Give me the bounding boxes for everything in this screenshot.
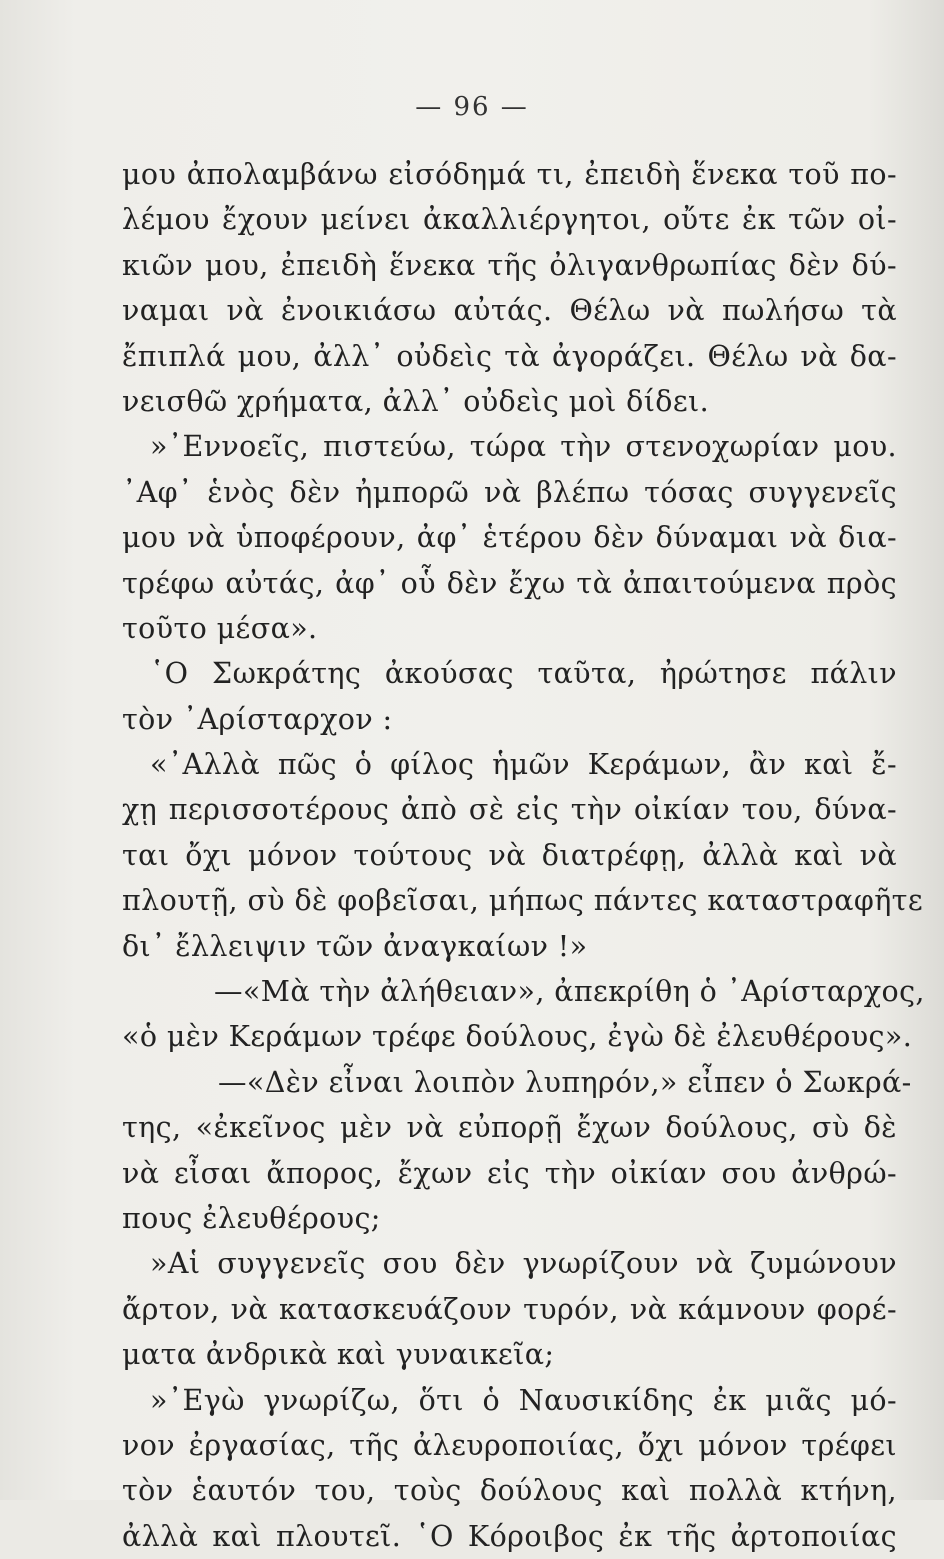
text-line-7: »᾽Εννοεῖς, πιστεύω, τώρα τὴν στενοχωρίαν μου. bbox=[150, 430, 897, 464]
text-line-19: —«Μὰ τὴν ἀλήθειαν», ἀπεκρίθη ὁ ᾽Αρίσταρχος, bbox=[214, 975, 925, 1009]
text-line-30: τὸν ἑαυτόν του, τοὺς δούλους καὶ πολλὰ κτήνη, bbox=[122, 1474, 897, 1508]
text-line-13: τὸν ᾽Αρίσταρχον : bbox=[122, 702, 393, 736]
text-line-17: πλουτῇ, σὺ δὲ φοβεῖσαι, μήπως πάντες καταστραφῆτε bbox=[122, 884, 924, 918]
text-line-31: ἀλλὰ καὶ πλουτεῖ. ῾Ο Κόροιβος ἐκ τῆς ἀρτοποιίας bbox=[122, 1519, 897, 1553]
text-line-23: νὰ εἶσαι ἄπορος, ἔχων εἰς τὴν οἰκίαν σου ἀνθρώ- bbox=[122, 1156, 897, 1190]
text-line-29: νον ἐργασίας, τῆς ἀλευροποιίας, ὄχι μόνον τρέφει bbox=[122, 1428, 897, 1462]
text-line-16: ται ὄχι μόνον τούτους νὰ διατρέφῃ, ἀλλὰ καὶ νὰ bbox=[122, 838, 897, 872]
text-line-20: «ὁ μὲν Κεράμων τρέφε δούλους, ἐγὼ δὲ ἐλευθέρους». bbox=[122, 1020, 913, 1054]
text-line-1: μου ἀπολαμβάνω εἰσόδημά τι, ἐπειδὴ ἕνεκα τοῦ πο- bbox=[122, 158, 897, 191]
text-line-6: νεισθῶ χρήματα, ἀλλ᾽ οὐδεὶς μοὶ δίδει. bbox=[122, 384, 710, 418]
text-line-14: «᾽Αλλὰ πῶς ὁ φίλος ἡμῶν Κεράμων, ἂν καὶ ἔ- bbox=[150, 748, 897, 782]
text-line-25: »Αἱ συγγενεῖς σου δὲν γνωρίζουν νὰ ζυμώνουν bbox=[150, 1247, 897, 1281]
text-line-5: ἔπιπλά μου, ἀλλ᾽ οὐδεὶς τὰ ἀγοράζει. Θέλω νὰ δα- bbox=[122, 339, 897, 373]
text-line-9: μου νὰ ὑποφέρουν, ἀφ᾽ ἑτέρου δὲν δύναμαι νὰ δια- bbox=[122, 521, 897, 555]
text-line-24: πους ἐλευθέρους; bbox=[122, 1201, 381, 1235]
text-line-8: ᾽Αφ᾽ ἑνὸς δὲν ἠμπορῶ νὰ βλέπω τόσας συγγενεῖς bbox=[122, 475, 897, 509]
text-line-10: τρέφω αὐτάς, ἀφ᾽ οὗ δὲν ἔχω τὰ ἀπαιτούμενα πρὸς bbox=[122, 566, 897, 600]
text-line-26: ἄρτον, νὰ κατασκευάζουν τυρόν, νὰ κάμνουν φορέ- bbox=[122, 1292, 897, 1326]
text-line-22: της, «ἐκεῖνος μὲν νὰ εὐπορῇ ἔχων δούλους, σὺ δὲ bbox=[122, 1111, 897, 1145]
text-line-15: χῃ περισσοτέρους ἀπὸ σὲ εἰς τὴν οἰκίαν του, δύνα- bbox=[122, 793, 897, 827]
text-line-3: κιῶν μου, ἐπειδὴ ἕνεκα τῆς ὀλιγανθρωπίας δὲν δύ- bbox=[122, 248, 897, 282]
text-line-21: —«Δὲν εἶναι λοιπὸν λυπηρόν,» εἶπεν ὁ Σωκρά- bbox=[218, 1065, 912, 1099]
text-line-4: ναμαι νὰ ἐνοικιάσω αὐτάς. Θέλω νὰ πωλήσω τὰ bbox=[122, 294, 897, 328]
text-line-2: λέμου ἔχουν μείνει ἀκαλλιέργητοι, οὔτε ἐκ τῶν οἰ- bbox=[122, 203, 897, 237]
text-line-28: »᾽Εγὼ γνωρίζω, ὅτι ὁ Ναυσικίδης ἐκ μιᾶς μό- bbox=[150, 1383, 897, 1417]
text-line-27: ματα ἀνδρικὰ καὶ γυναικεῖα; bbox=[122, 1338, 555, 1372]
page-number: — 96 — bbox=[415, 92, 529, 122]
body-text bbox=[122, 152, 925, 1559]
text-line-11: τοῦτο μέσα». bbox=[122, 611, 318, 645]
text-line-12: ῾Ο Σωκράτης ἀκούσας ταῦτα, ἠρώτησε πάλιν bbox=[150, 657, 897, 691]
text-line-18: δι᾽ ἔλλειψιν τῶν ἀναγκαίων !» bbox=[122, 929, 588, 963]
